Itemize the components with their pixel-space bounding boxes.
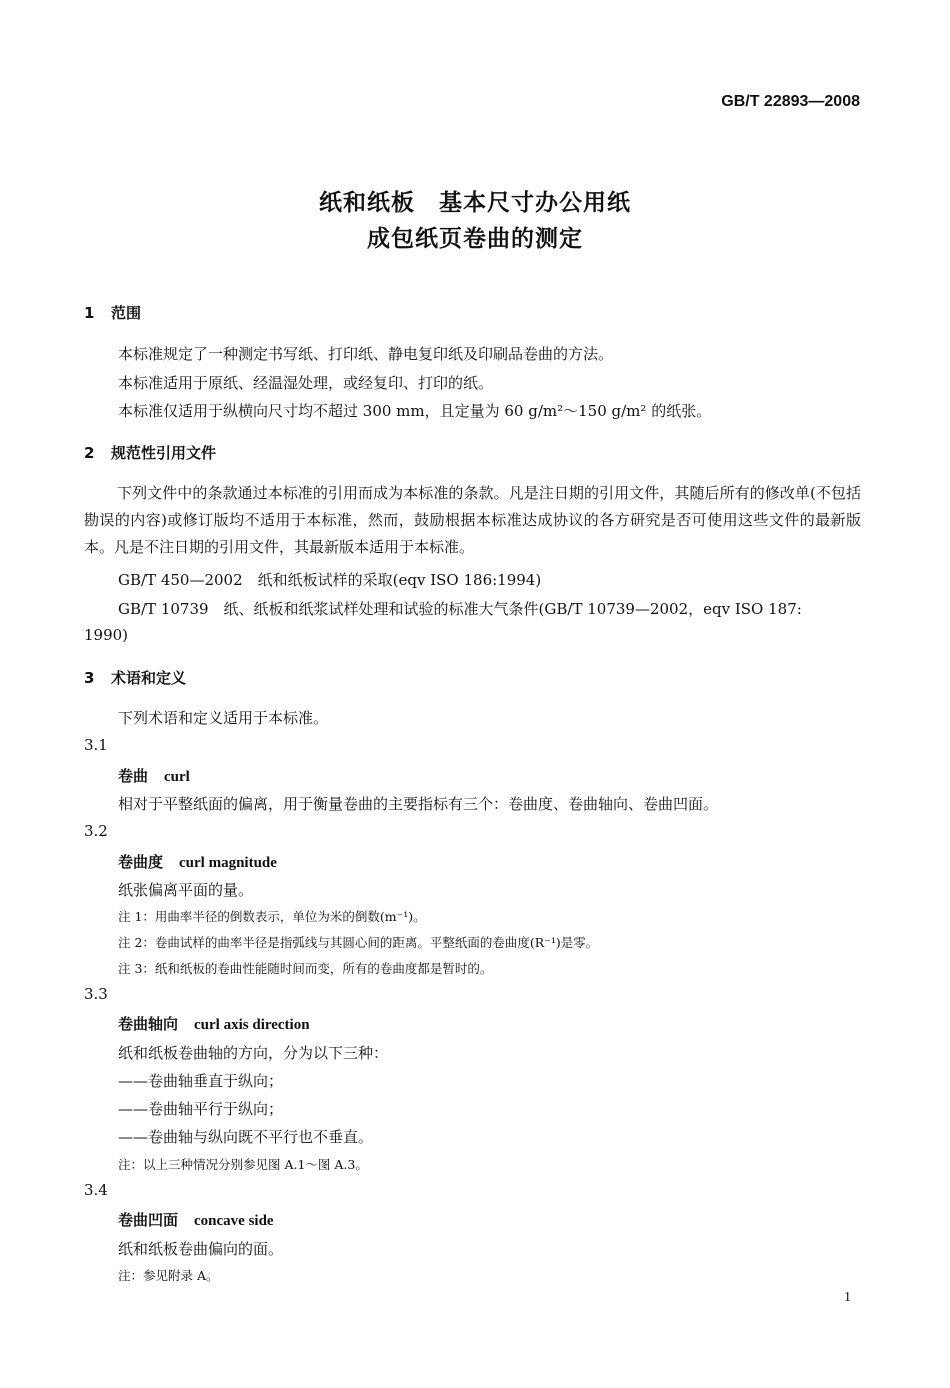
term-chinese: 卷曲度 [118, 853, 164, 871]
term-3-2-definition: 纸张偏离平面的量。 [118, 881, 254, 899]
term-english: curl magnitude [179, 855, 277, 871]
reference-2-line-2: 1990) [84, 626, 129, 644]
section-number: 2 [84, 444, 95, 462]
section-title: 范围 [111, 304, 142, 322]
term-3-3-item-3: ——卷曲轴与纵向既不平行也不垂直。 [118, 1128, 374, 1146]
term-3-3-item-2: ——卷曲轴平行于纵向； [118, 1100, 284, 1118]
title-line-2: 成包纸页卷曲的测定 [367, 226, 583, 252]
term-english: curl [164, 769, 190, 785]
term-3-1-definition: 相对于平整纸面的偏离，用于衡量卷曲的主要指标有三个：卷曲度、卷曲轴向、卷曲凹面。 [118, 795, 719, 813]
term-3-4-heading [118, 1209, 274, 1230]
title-line-1: 纸和纸板 基本尺寸办公用纸 [319, 190, 631, 216]
standard-number: GB/T 22893—2008 [721, 93, 860, 110]
term-english: curl axis direction [194, 1017, 310, 1033]
section-title: 规范性引用文件 [111, 444, 217, 462]
term-english: concave side [194, 1213, 274, 1229]
term-3-3-item-1: ——卷曲轴垂直于纵向； [118, 1072, 284, 1090]
term-3-3-definition: 纸和纸板卷曲轴的方向，分为以下三种： [118, 1044, 389, 1062]
terms-intro: 下列术语和定义适用于本标准。 [118, 709, 329, 727]
reference-1: GB/T 450—2002 纸和纸板试样的采取(eqv ISO 186:1994) [118, 571, 542, 589]
section-3-heading [84, 667, 186, 688]
reference-2-line-1: GB/T 10739 纸、纸板和纸浆试样处理和试验的标准大气条件(GB/T 10739—2002，eqv ISO 187: [118, 600, 802, 618]
term-3-2-number: 3.2 [84, 822, 108, 840]
section-2-heading [84, 442, 216, 463]
term-3-2-heading [118, 851, 277, 872]
term-3-2-note-3: 注 3：纸和纸板的卷曲性能随时间而变，所有的卷曲度都是暂时的。 [118, 961, 493, 976]
term-3-4-definition: 纸和纸板卷曲偏向的面。 [118, 1240, 284, 1258]
term-3-2-note-1: 注 1：用曲率半径的倒数表示，单位为米的倒数(m⁻¹)。 [118, 909, 426, 924]
term-3-4-number: 3.4 [84, 1181, 108, 1199]
scope-paragraph-1: 本标准规定了一种测定书写纸、打印纸、静电复印纸及印刷品卷曲的方法。 [118, 345, 614, 363]
section-1-heading [84, 302, 141, 323]
term-3-3-heading [118, 1013, 310, 1034]
term-3-3-note: 注：以上三种情况分别参见图 A.1～图 A.3。 [118, 1157, 368, 1172]
term-chinese: 卷曲轴向 [118, 1015, 179, 1033]
term-3-4-note: 注：参见附录 A。 [118, 1268, 219, 1283]
scope-paragraph-3: 本标准仅适用于纵横向尺寸均不超过 300 mm，且定量为 60 g/m²～150 g/m² 的纸张。 [118, 402, 712, 420]
section-number: 1 [84, 304, 95, 322]
term-chinese: 卷曲 [118, 767, 149, 785]
scope-paragraph-2: 本标准适用于原纸、经温湿处理，或经复印、打印的纸。 [118, 374, 494, 392]
references-intro: 下列文件中的条款通过本标准的引用而成为本标准的条款。凡是注日期的引用文件，其随后所有的修改单(不包括勘误的内容)或修订版均不适用于本标准，然而，鼓励根据本标准达成协议的各方研究是否可使用这些文件的最新版本。凡是不注日期的引用文件，其最新版本适用于本标准。 [84, 484, 861, 556]
section-number: 3 [84, 669, 95, 687]
page-number: 1 [844, 1290, 851, 1305]
section-title: 术语和定义 [111, 669, 187, 687]
term-3-2-note-2: 注 2：卷曲试样的曲率半径是指弧线与其圆心间的距离。平整纸面的卷曲度(R⁻¹)是零。 [118, 935, 599, 950]
term-chinese: 卷曲凹面 [118, 1211, 179, 1229]
term-3-3-number: 3.3 [84, 985, 108, 1003]
term-3-1-number: 3.1 [84, 736, 108, 754]
term-3-1-heading [118, 765, 190, 786]
